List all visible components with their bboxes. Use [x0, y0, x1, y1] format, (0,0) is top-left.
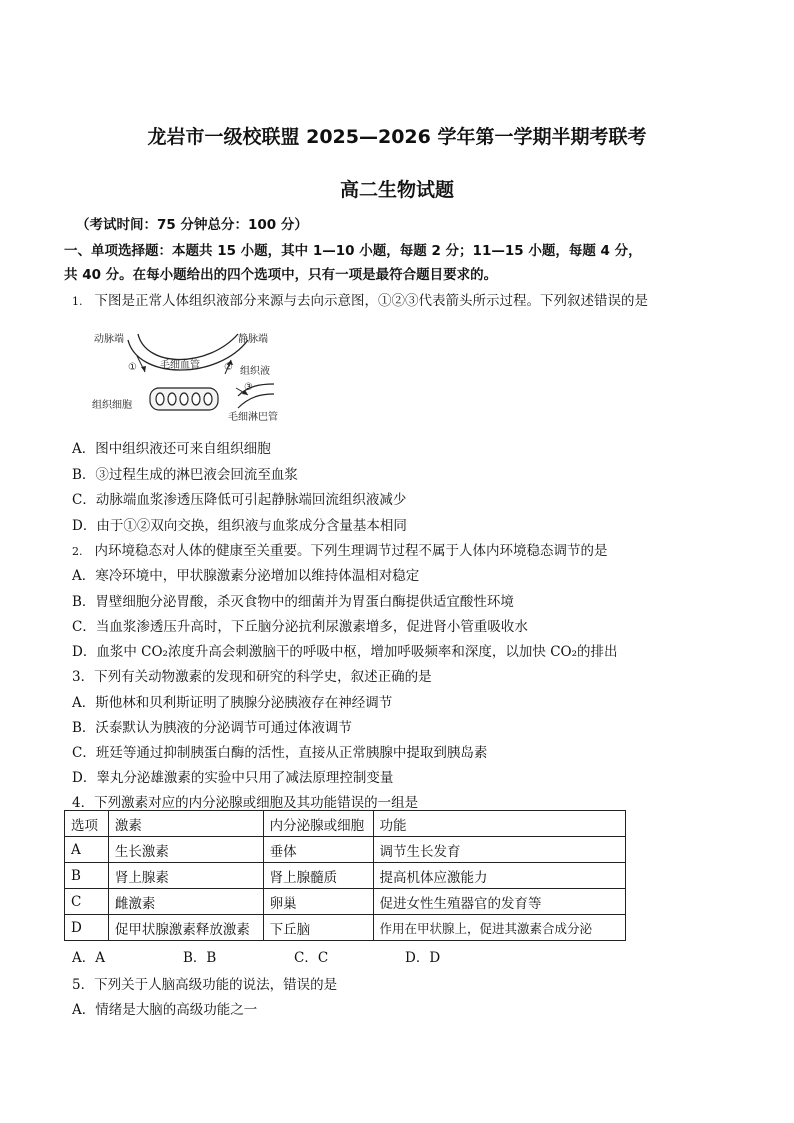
table-header-cell: 功能	[373, 811, 626, 837]
tissue-fluid-diagram	[88, 328, 288, 428]
question-2-option-b: B．胃壁细胞分泌胃酸，杀灭食物中的细菌并为胃蛋白酶提供适宜酸性环境	[72, 594, 514, 610]
question-2-stem: 2. 内环境稳态对人体的健康至关重要。下列生理调节过程不属于人体内环境稳态调节的是	[72, 543, 608, 559]
tissue-cells-shape	[150, 388, 218, 410]
table-cell: 作用在甲状腺上，促进其激素合成分泌	[373, 915, 626, 941]
question-2-option-a: A．寒冷环境中，甲状腺激素分泌增加以维持体温相对稳定	[72, 568, 420, 584]
process-1-label: ①	[128, 362, 137, 373]
table-cell: 促进女性生殖器官的发育等	[373, 889, 626, 915]
capillary-label: 毛细血管	[160, 360, 200, 371]
table-row	[65, 915, 626, 941]
question-5-stem: 5．下列关于人脑高级功能的说法，错误的是	[72, 977, 338, 993]
lymph-capillary-label: 毛细淋巴管	[228, 412, 278, 423]
question-number: 2.	[72, 545, 83, 558]
table-header-cell: 激素	[108, 811, 263, 837]
question-3-option-b: B．沃泰默认为胰液的分泌调节可通过体液调节	[72, 720, 352, 736]
table-row	[65, 863, 626, 889]
arterial-end-label: 动脉端	[94, 334, 124, 345]
table-cell: C	[65, 889, 109, 915]
question-4-choice-c: C．C	[294, 950, 329, 966]
exam-subject-title: 高二生物试题	[339, 179, 454, 201]
process-2-label: ②	[224, 362, 233, 373]
table-row	[65, 837, 626, 863]
venous-end-label: 静脉端	[238, 334, 268, 345]
question-number: 1.	[72, 295, 83, 308]
question-1-option-b: B．③过程生成的淋巴液会回流至血浆	[72, 467, 298, 483]
table-cell: 肾上腺素	[108, 863, 263, 889]
question-3-option-a: A．斯他林和贝利斯证明了胰腺分泌胰液存在神经调节	[72, 695, 393, 711]
table-cell: 卵巢	[263, 889, 373, 915]
table-cell: 提高机体应激能力	[373, 863, 626, 889]
table-cell: A	[65, 837, 109, 863]
question-3-option-c: C．班廷等通过抑制胰蛋白酶的活性，直接从正常胰腺中提取到胰岛素	[72, 745, 488, 761]
hormone-table	[64, 810, 626, 941]
exam-title: 龙岩市一级校联盟 2025—2026 学年第一学期半期考联考	[147, 126, 647, 148]
question-1-option-c: C．动脉端血浆渗透压降低可引起静脉端回流组织液减少	[72, 492, 407, 508]
table-cell: 垂体	[263, 837, 373, 863]
section-instructions-line2: 共 40 分。在每小题给出的四个选项中，只有一项是最符合题目要求的。	[64, 267, 498, 283]
tissue-fluid-label: 组织液	[240, 366, 270, 377]
question-3-stem: 3．下列有关动物激素的发现和研究的科学史，叙述正确的是	[72, 669, 432, 685]
question-1-option-d: D．由于①②双向交换，组织液与血浆成分含量基本相同	[72, 518, 407, 534]
section-instructions-line1: 一、单项选择题：本题共 15 小题，其中 1—10 小题，每题 2 分；11—15 小题，每题 4 分，	[64, 243, 642, 259]
question-4-stem: 4．下列激素对应的内分泌腺或细胞及其功能错误的一组是	[72, 795, 419, 811]
tissue-cell-label: 组织细胞	[92, 400, 132, 411]
table-cell: 生长激素	[108, 837, 263, 863]
table-cell: D	[65, 915, 109, 941]
table-cell: 下丘脑	[263, 915, 373, 941]
question-1-option-a: A．图中组织液还可来自组织细胞	[72, 441, 271, 457]
question-4-choice-d: D．D	[405, 950, 441, 966]
table-header-cell: 内分泌腺或细胞	[263, 811, 373, 837]
question-2-option-d: D．血浆中 CO₂浓度升高会刺激脑干的呼吸中枢，增加呼吸频率和深度，以加快 CO₂的排出	[72, 644, 618, 660]
process-3-label: ③	[244, 382, 253, 393]
question-4-choice-b: B．B	[183, 950, 217, 966]
exam-info: （考试时间：75 分钟总分：100 分）	[76, 217, 308, 233]
table-cell: 调节生长发育	[373, 837, 626, 863]
question-2-option-c: C．当血浆渗透压升高时，下丘脑分泌抗利尿激素增多，促进肾小管重吸收水	[72, 619, 528, 635]
table-row	[65, 889, 626, 915]
question-5-option-a: A．情绪是大脑的高级功能之一	[72, 1002, 258, 1018]
table-header-row	[65, 811, 626, 837]
table-header-cell: 选项	[65, 811, 109, 837]
question-3-option-d: D．睾丸分泌雄激素的实验中只用了减法原理控制变量	[72, 770, 394, 786]
table-cell: B	[65, 863, 109, 889]
table-cell: 促甲状腺激素释放激素	[108, 915, 263, 941]
question-4-choice-a: A．A	[72, 950, 105, 966]
question-1-stem: 1. 下图是正常人体组织液部分来源与去向示意图，①②③代表箭头所示过程。下列叙述错误的是	[72, 293, 648, 309]
table-cell: 雌激素	[108, 889, 263, 915]
table-cell: 肾上腺髓质	[263, 863, 373, 889]
